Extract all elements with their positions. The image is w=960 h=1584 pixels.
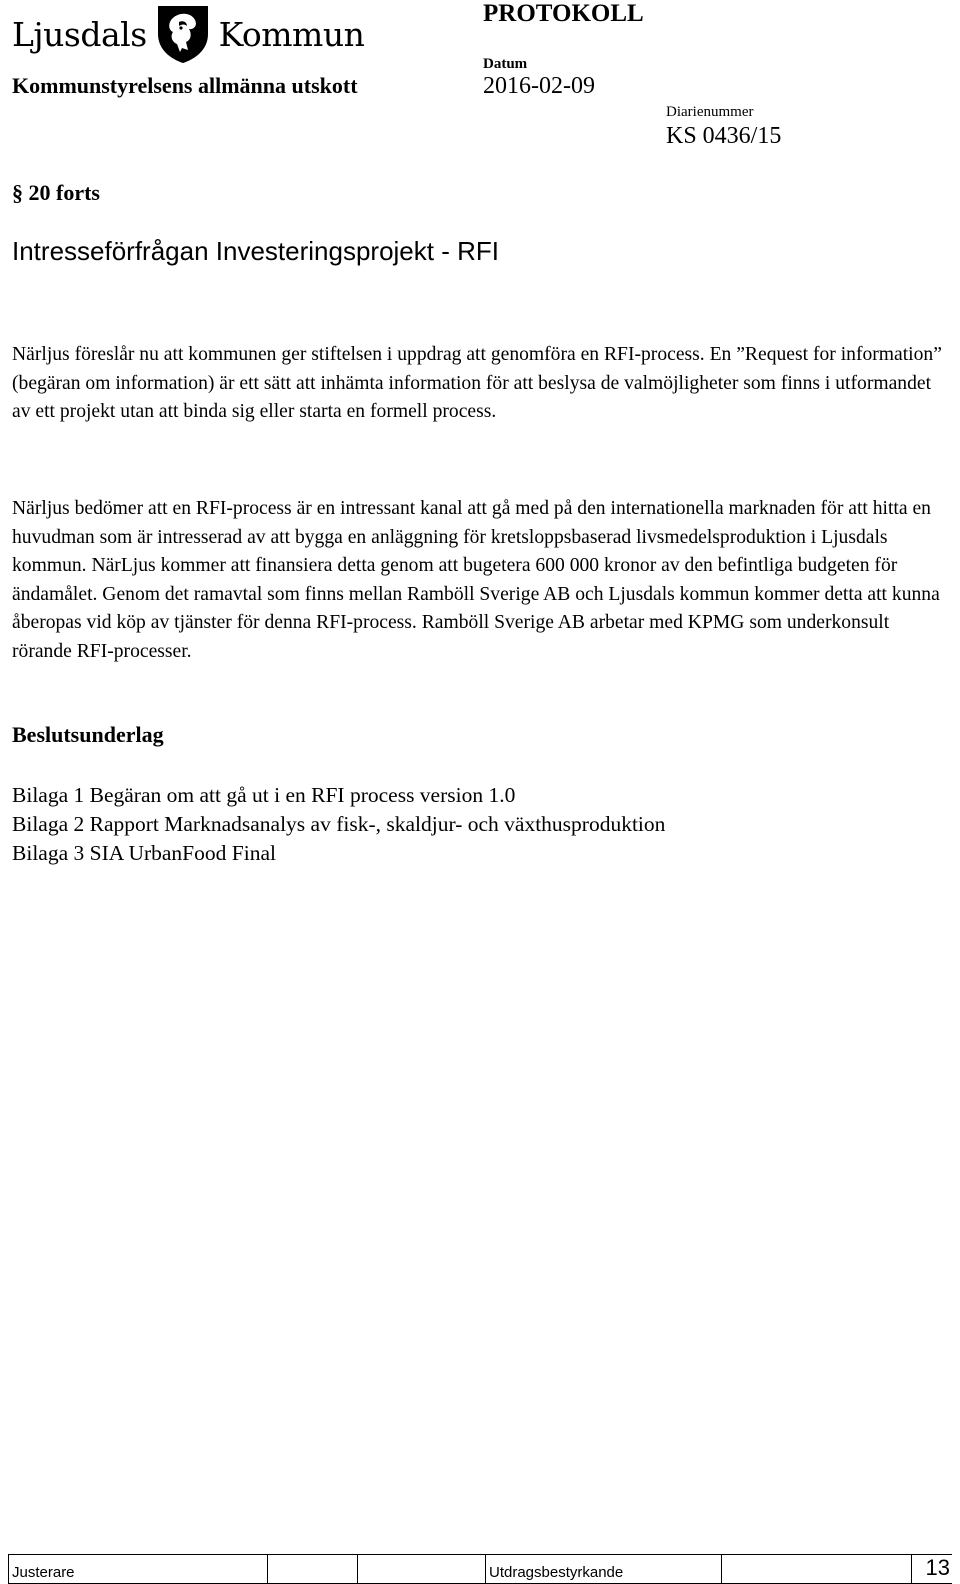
logo-text-kommun: Kommun xyxy=(218,14,365,54)
section-reference: § 20 forts xyxy=(12,180,100,205)
date-value: 2016-02-09 xyxy=(483,73,595,99)
attachment-item: Bilaga 1 Begäran om att gå ut i en RFI process version 1.0 xyxy=(12,783,516,807)
footer-utdragsbestyrkande-label: Utdragsbestyrkande xyxy=(486,1555,722,1583)
municipality-logo xyxy=(12,2,364,66)
footer-justerare-label: Justerare xyxy=(8,1555,268,1583)
registry-number-value: KS 0436/15 xyxy=(666,123,782,149)
footer-signature-cell xyxy=(358,1555,486,1583)
footer-signature-cell xyxy=(722,1555,912,1583)
committee-name: Kommunstyrelsens allmänna utskott xyxy=(12,73,358,98)
registry-number-label: Diarienummer xyxy=(666,104,754,120)
decision-basis-heading: Beslutsunderlag xyxy=(12,722,164,747)
body-paragraph-1: Närljus föreslår nu att kommunen ger stiftelsen i uppdrag att genomföra en RFI-process. En ”Request for information” (begäran om information) är ett sätt att inhämta information för att beslysa de valmöjligheter som finns i utformandet av ett projekt utan att binda sig eller starta en formell process. xyxy=(12,344,942,423)
attachment-item: Bilaga 2 Rapport Marknadsanalys av fisk-, skaldjur- och växthusproduktion xyxy=(12,812,666,836)
logo-text-ljusdals: Ljusdals xyxy=(12,14,147,54)
signature-footer xyxy=(8,1554,952,1584)
footer-signature-cell xyxy=(268,1555,358,1583)
document-type: PROTOKOLL xyxy=(483,0,644,27)
body-paragraph-2: Närljus bedömer att en RFI-process är en intressant kanal att gå med på den internationella marknaden för att hitta en huvudman som är intresserad av att bygga en anläggning för kretsloppsbaserad livsmedelsproduktion i Ljusdals kommun. NärLjus kommer att finansiera detta genom att bugetera 600 000 kronor av den befintliga budgeten för ändamålet. Genom det ramavtal som finns mellan Ramböll Sverige AB och Ljusdals kommun kommer detta att kunna åberopas vid köp av tjänster för denna RFI-process. Ramböll Sverige AB arbetar med KPMG som underkonsult rörande RFI-processer. xyxy=(12,498,940,662)
date-label: Datum xyxy=(483,56,528,72)
attachment-item: Bilaga 3 SIA UrbanFood Final xyxy=(12,841,276,865)
attachment-list xyxy=(12,781,665,868)
section-title: Intresseförfrågan Investeringsprojekt - RFI xyxy=(12,236,499,266)
coat-of-arms-icon xyxy=(155,4,211,64)
page-number: 13 xyxy=(925,1555,950,1580)
